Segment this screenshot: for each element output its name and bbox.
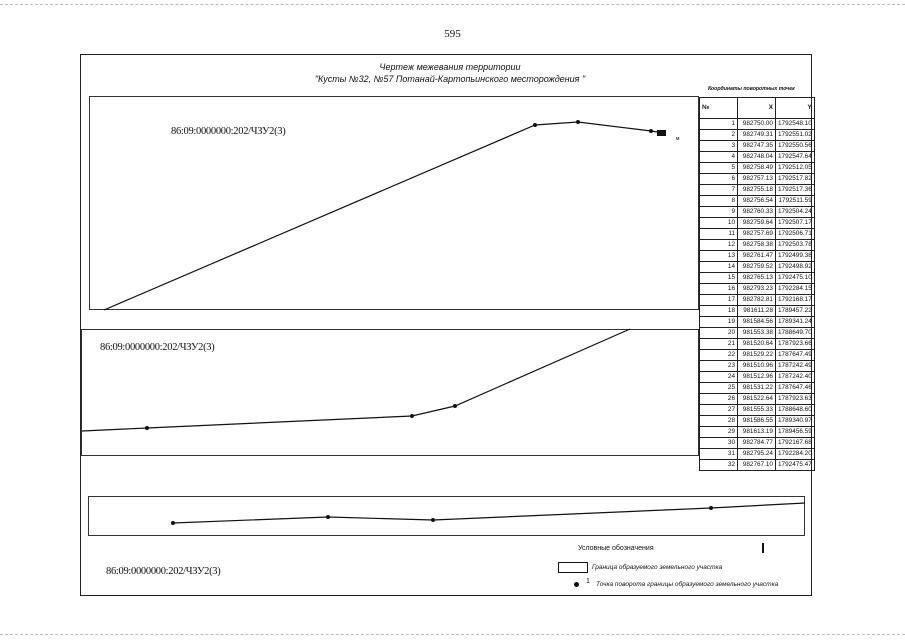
legend-point-number: 1 <box>586 578 590 585</box>
coords-table-title: Координаты поворотных точек <box>708 86 795 92</box>
y-coordinate-cell: 1792511.59 <box>776 196 815 207</box>
point-number-cell: 2 <box>700 130 738 141</box>
turn-point-symbol <box>574 582 579 587</box>
boundary-line-panel-3 <box>173 503 805 523</box>
x-coordinate-cell: 982749.31 <box>738 130 776 141</box>
x-coordinate-cell: 982757.13 <box>738 174 776 185</box>
legend-point-text: Точка поворота границы образуемого земельного участка <box>596 581 779 588</box>
title-line-1: Чертеж межевания территории <box>379 62 521 72</box>
point-number-cell: 4 <box>700 152 738 163</box>
x-coordinate-cell: 981584.56 <box>738 317 776 328</box>
y-coordinate-cell: 1792284.15 <box>776 284 815 295</box>
table-row <box>700 163 815 174</box>
table-row <box>700 372 815 383</box>
table-row <box>700 350 815 361</box>
table-row <box>700 328 815 339</box>
point-number-cell: 22 <box>700 350 738 361</box>
x-coordinate-cell: 982757.69 <box>738 229 776 240</box>
coords-table-body <box>700 119 815 471</box>
table-row <box>700 119 815 130</box>
x-coordinate-cell: 982793.23 <box>738 284 776 295</box>
y-coordinate-cell: 1789456.59 <box>776 427 815 438</box>
y-coordinate-cell: 1792506.71 <box>776 229 815 240</box>
legend-boundary-text: Граница образуемого земельного участка <box>592 564 723 571</box>
point-number-cell: 24 <box>700 372 738 383</box>
point-number-cell: 1 <box>700 119 738 130</box>
point-number-cell: 29 <box>700 427 738 438</box>
x-coordinate-cell: 982761.47 <box>738 251 776 262</box>
table-row <box>700 361 815 372</box>
y-coordinate-cell: 1789340.97 <box>776 416 815 427</box>
table-row <box>700 317 815 328</box>
point-number-cell: 16 <box>700 284 738 295</box>
x-coordinate-cell: 982760.33 <box>738 207 776 218</box>
table-row <box>700 273 815 284</box>
header-y: Y <box>776 98 815 119</box>
x-coordinate-cell: 982750.00 <box>738 119 776 130</box>
x-coordinate-cell: 981512.96 <box>738 372 776 383</box>
table-row <box>700 339 815 350</box>
x-coordinate-cell: 981613.19 <box>738 427 776 438</box>
point-number-cell: 17 <box>700 295 738 306</box>
title-line-2: "Кусты №32, №57 Потанай-Картопьинского месторождения " <box>314 74 586 84</box>
table-row <box>700 196 815 207</box>
point-number-cell: 20 <box>700 328 738 339</box>
table-row <box>700 383 815 394</box>
boundary-symbol <box>558 562 588 573</box>
x-coordinate-cell: 982759.64 <box>738 218 776 229</box>
table-row <box>700 262 815 273</box>
table-row <box>700 394 815 405</box>
y-coordinate-cell: 1792167.68 <box>776 438 815 449</box>
point-number-cell: 5 <box>700 163 738 174</box>
x-coordinate-cell: 981531.22 <box>738 383 776 394</box>
point-cluster-label: м <box>676 136 680 142</box>
y-coordinate-cell: 1792550.56 <box>776 141 815 152</box>
x-coordinate-cell: 982758.38 <box>738 240 776 251</box>
table-row <box>700 229 815 240</box>
legend-marker <box>762 543 764 553</box>
point-number-cell: 12 <box>700 240 738 251</box>
table-row <box>700 416 815 427</box>
header-number: № <box>700 98 738 119</box>
table-row <box>700 152 815 163</box>
x-coordinate-cell: 982765.13 <box>738 273 776 284</box>
point-number-cell: 21 <box>700 339 738 350</box>
y-coordinate-cell: 1792512.05 <box>776 163 815 174</box>
x-coordinate-cell: 981586.55 <box>738 416 776 427</box>
page-number: 595 <box>444 28 461 40</box>
y-coordinate-cell: 1792548.10 <box>776 119 815 130</box>
table-row <box>700 141 815 152</box>
plot-label-1: 86:09:0000000:202/ЧЗУ2(3) <box>171 126 286 137</box>
x-coordinate-cell: 981553.38 <box>738 328 776 339</box>
y-coordinate-cell: 1792517.36 <box>776 185 815 196</box>
y-coordinate-cell: 1792475.10 <box>776 273 815 284</box>
x-coordinate-cell: 982759.52 <box>738 262 776 273</box>
coords-table <box>699 97 815 471</box>
coords-table-header <box>700 98 815 119</box>
table-row <box>700 174 815 185</box>
turn-point <box>709 506 713 510</box>
x-coordinate-cell: 981510.96 <box>738 361 776 372</box>
table-row <box>700 460 815 471</box>
y-coordinate-cell: 1787242.49 <box>776 361 815 372</box>
point-number-cell: 27 <box>700 405 738 416</box>
table-row <box>700 306 815 317</box>
table-row <box>700 405 815 416</box>
point-number-cell: 15 <box>700 273 738 284</box>
y-coordinate-cell: 1792499.38 <box>776 251 815 262</box>
x-coordinate-cell: 982767.10 <box>738 460 776 471</box>
x-coordinate-cell: 982756.54 <box>738 196 776 207</box>
point-number-cell: 11 <box>700 229 738 240</box>
turn-point <box>326 515 330 519</box>
y-coordinate-cell: 1787923.66 <box>776 339 815 350</box>
point-number-cell: 23 <box>700 361 738 372</box>
table-row <box>700 185 815 196</box>
table-row <box>700 284 815 295</box>
point-number-cell: 6 <box>700 174 738 185</box>
y-coordinate-cell: 1787647.49 <box>776 350 815 361</box>
table-row <box>700 207 815 218</box>
table-row <box>700 295 815 306</box>
point-number-cell: 26 <box>700 394 738 405</box>
x-coordinate-cell: 981529.22 <box>738 350 776 361</box>
y-coordinate-cell: 1788649.70 <box>776 328 815 339</box>
point-number-cell: 8 <box>700 196 738 207</box>
point-number-cell: 7 <box>700 185 738 196</box>
table-row <box>700 438 815 449</box>
y-coordinate-cell: 1789457.22 <box>776 306 815 317</box>
x-coordinate-cell: 981611.28 <box>738 306 776 317</box>
point-number-cell: 10 <box>700 218 738 229</box>
x-coordinate-cell: 982755.18 <box>738 185 776 196</box>
y-coordinate-cell: 1787242.40 <box>776 372 815 383</box>
turn-point <box>171 521 175 525</box>
table-row <box>700 449 815 460</box>
y-coordinate-cell: 1792284.20 <box>776 449 815 460</box>
point-number-cell: 25 <box>700 383 738 394</box>
point-number-cell: 19 <box>700 317 738 328</box>
y-coordinate-cell: 1787647.46 <box>776 383 815 394</box>
point-number-cell: 13 <box>700 251 738 262</box>
y-coordinate-cell: 1792547.64 <box>776 152 815 163</box>
x-coordinate-cell: 981520.64 <box>738 339 776 350</box>
table-row <box>700 218 815 229</box>
y-coordinate-cell: 1792507.17 <box>776 218 815 229</box>
table-row <box>700 130 815 141</box>
y-coordinate-cell: 1789341.24 <box>776 317 815 328</box>
y-coordinate-cell: 1788648.60 <box>776 405 815 416</box>
x-coordinate-cell: 982784.77 <box>738 438 776 449</box>
y-coordinate-cell: 1792498.92 <box>776 262 815 273</box>
table-row <box>700 240 815 251</box>
table-row <box>700 427 815 438</box>
point-number-cell: 9 <box>700 207 738 218</box>
plot-label-3: 86:09:0000000:202/ЧЗУ2(3) <box>106 566 221 577</box>
x-coordinate-cell: 982782.81 <box>738 295 776 306</box>
turn-point <box>431 518 435 522</box>
point-number-cell: 32 <box>700 460 738 471</box>
x-coordinate-cell: 982758.49 <box>738 163 776 174</box>
point-number-cell: 3 <box>700 141 738 152</box>
table-row <box>700 251 815 262</box>
y-coordinate-cell: 1792475.47 <box>776 460 815 471</box>
x-coordinate-cell: 982795.24 <box>738 449 776 460</box>
point-number-cell: 14 <box>700 262 738 273</box>
x-coordinate-cell: 982747.35 <box>738 141 776 152</box>
y-coordinate-cell: 1792503.78 <box>776 240 815 251</box>
y-coordinate-cell: 1792504.24 <box>776 207 815 218</box>
y-coordinate-cell: 1792517.82 <box>776 174 815 185</box>
y-coordinate-cell: 1787923.63 <box>776 394 815 405</box>
y-coordinate-cell: 1792551.02 <box>776 130 815 141</box>
point-number-cell: 30 <box>700 438 738 449</box>
x-coordinate-cell: 982748.04 <box>738 152 776 163</box>
point-number-cell: 31 <box>700 449 738 460</box>
x-coordinate-cell: 981522.64 <box>738 394 776 405</box>
header-x: X <box>738 98 776 119</box>
point-number-cell: 18 <box>700 306 738 317</box>
point-number-cell: 28 <box>700 416 738 427</box>
plot-label-2: 86:09:0000000:202/ЧЗУ2(3) <box>100 342 215 353</box>
y-coordinate-cell: 1792168.17 <box>776 295 815 306</box>
x-coordinate-cell: 981555.33 <box>738 405 776 416</box>
legend-title: Условные обозначения <box>578 545 654 552</box>
